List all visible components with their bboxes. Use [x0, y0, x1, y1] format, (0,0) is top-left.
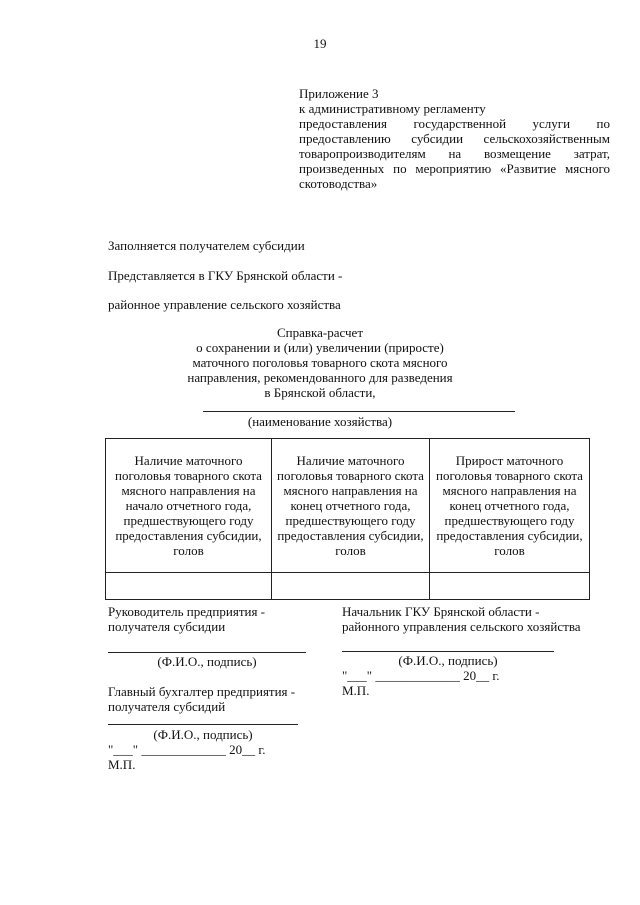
farm-name-line [203, 411, 515, 412]
signature-role: Начальник ГКУ Брянской области - [342, 604, 540, 619]
signature-caption: (Ф.И.О., подпись) [153, 727, 253, 742]
signature-role: Главный бухгалтер предприятия - [108, 684, 296, 699]
submitted-to-line: Представляется в ГКУ Брянской области - [108, 268, 343, 283]
appendix-header [299, 86, 610, 191]
table-row [106, 573, 590, 600]
appendix-title: Приложение 3 [299, 86, 379, 101]
appendix-line: предоставлению субсидии сельскохозяйственным [299, 131, 610, 146]
document-title [0, 325, 640, 400]
title-line: Справка-расчет [276, 325, 364, 340]
signature-line [108, 724, 298, 725]
left-signature-accountant [108, 684, 295, 714]
subsidy-table [105, 438, 590, 600]
filled-by-note: Заполняется получателем субсидии [108, 238, 305, 253]
signature-role: районного управления сельского хозяйства [342, 619, 581, 634]
signature-caption: (Ф.И.О., подпись) [398, 653, 498, 668]
appendix-line: товаропроизводителям на возмещение затрат, [299, 146, 610, 161]
title-line: маточного поголовья товарного скота мясного [192, 355, 448, 370]
signature-line [342, 651, 554, 652]
table-cell[interactable] [106, 573, 272, 600]
table-header-row [106, 439, 590, 573]
appendix-line: произведенных по мероприятию «Развитие мясного [299, 161, 610, 176]
title-line: о сохранении и (или) увеличении (приросте) [196, 340, 444, 355]
signature-role: получателя субсидий [108, 699, 226, 714]
appendix-line: предоставления государственной услуги по [299, 116, 610, 131]
title-line: в Брянской области, [264, 385, 376, 400]
table-cell[interactable] [430, 573, 590, 600]
signature-line [108, 652, 306, 653]
signature-role: Руководитель предприятия - [108, 604, 266, 619]
page-number: 19 [313, 36, 327, 51]
submitted-to-line: районное управление сельского хозяйства [108, 297, 341, 312]
appendix-line: скотоводства» [299, 176, 378, 191]
stamp-place: М.П. [108, 757, 136, 772]
farm-name-caption: (наименование хозяйства) [247, 414, 393, 429]
signature-caption: (Ф.И.О., подпись) [157, 654, 257, 669]
date-field: "___" _____________ 20__ г. [342, 668, 500, 683]
table-header-cell-end: Наличие маточного поголовья товарного скота мясного направления на конец отчетного года, предшествующего году предоставления субсидии, голов [272, 439, 430, 573]
date-field: "___" _____________ 20__ г. [108, 742, 266, 757]
signature-role: получателя субсидии [108, 619, 226, 634]
table-cell[interactable] [272, 573, 430, 600]
right-signature-head [342, 604, 581, 634]
stamp-place: М.П. [342, 683, 370, 698]
table-header-cell-start: Наличие маточного поголовья товарного скота мясного направления на начало отчетного года, предшествующего году предоставления субсидии, голов [106, 439, 272, 573]
table-header-cell-growth: Прирост маточного поголовья товарного скота мясного направления на конец отчетного года, предшествующего году предоставления субсидии, голов [430, 439, 590, 573]
title-line: направления, рекомендованного для разведения [187, 370, 453, 385]
appendix-line: к административному регламенту [299, 101, 486, 116]
left-signature-head [108, 604, 265, 634]
